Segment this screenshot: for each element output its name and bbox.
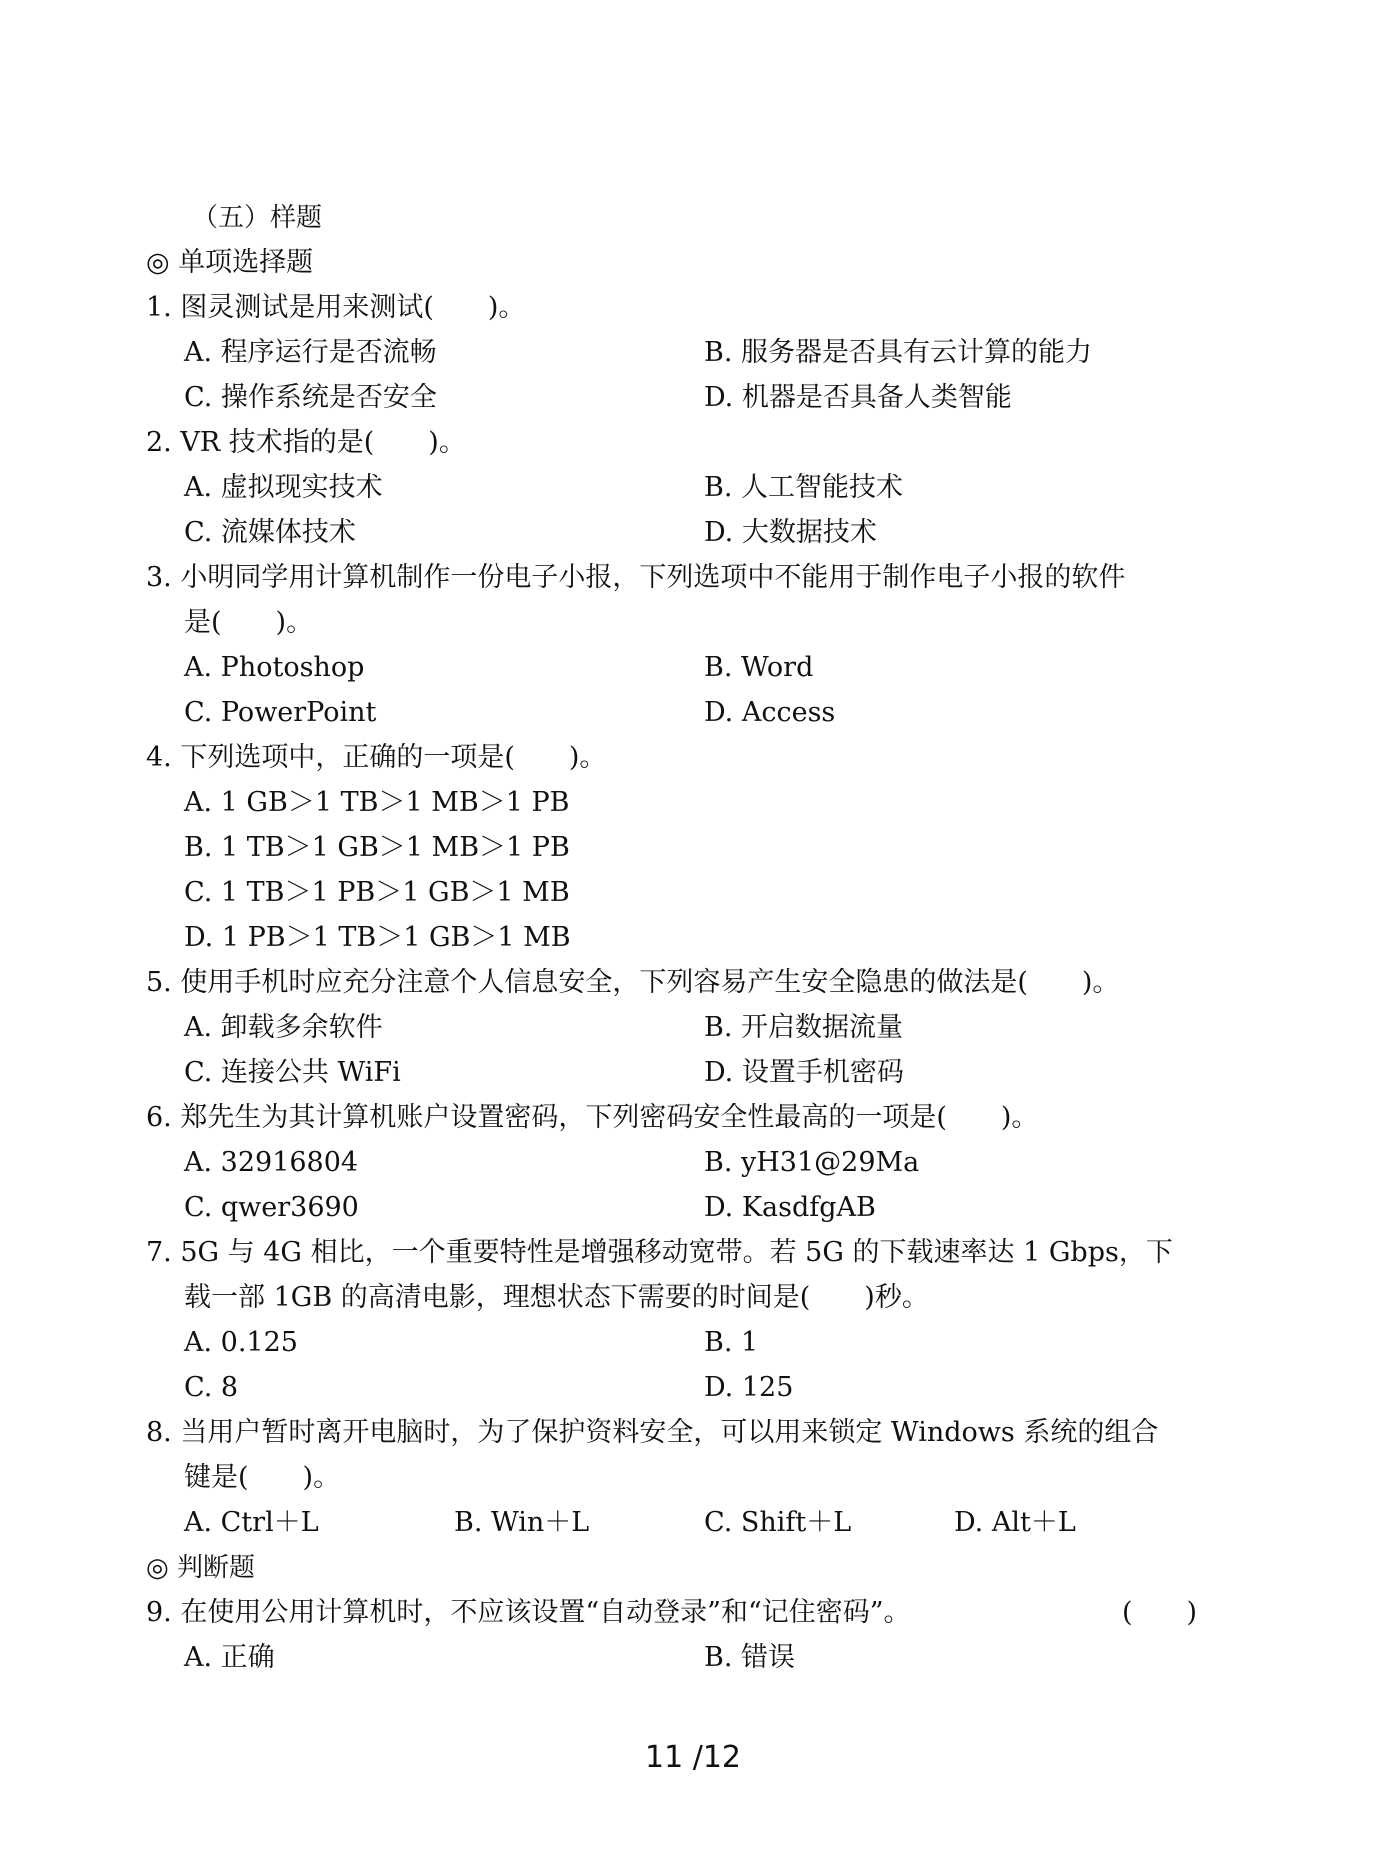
question-6-options-row-1 xyxy=(0,1141,1386,1185)
question-3-option-a: A. Photoshop xyxy=(184,652,365,683)
question-4-option-c: C. 1 TB＞1 PB＞1 GB＞1 MB xyxy=(184,877,570,908)
question-4-option-a: A. 1 GB＞1 TB＞1 MB＞1 PB xyxy=(184,787,570,818)
question-9-stem: 9. 在使用公用计算机时，不应该设置“自动登录”和“记住密码”。 ( ) xyxy=(0,1591,1386,1635)
question-3-options-row-2 xyxy=(0,691,1386,735)
question-9-answer-blank: ( ) xyxy=(1122,1597,1198,1628)
question-2-options-row-1 xyxy=(0,466,1386,510)
question-7-stem-continued: 载一部 1GB 的高清电影，理想状态下需要的时间是( )秒。 xyxy=(184,1282,929,1313)
question-1-stem: 1. 图灵测试是用来测试( )。 xyxy=(146,292,526,323)
question-4-option-b: B. 1 TB＞1 GB＞1 MB＞1 PB xyxy=(184,832,570,863)
question-3-stem: 3. 小明同学用计算机制作一份电子小报，下列选项中不能用于制作电子小报的软件 xyxy=(146,562,1126,593)
question-1-option-a: A. 程序运行是否流畅 xyxy=(184,337,437,368)
section-heading-line xyxy=(0,196,1386,240)
question-7-option-d: D. 125 xyxy=(704,1372,794,1403)
question-6-stem: 6. 郑先生为其计算机账户设置密码，下列密码安全性最高的一项是( )。 xyxy=(146,1102,1039,1133)
question-8-options-row xyxy=(0,1501,1386,1545)
section-heading: （五）样题 xyxy=(192,203,323,233)
question-1-option-b: B. 服务器是否具有云计算的能力 xyxy=(704,337,1093,368)
judgment-heading: ◎ 判断题 xyxy=(146,1553,255,1583)
question-6-option-c: C. qwer3690 xyxy=(184,1192,359,1223)
question-5-options-row-2 xyxy=(0,1051,1386,1095)
question-5-option-a: A. 卸载多余软件 xyxy=(184,1012,383,1043)
question-3-options-row-1 xyxy=(0,646,1386,690)
judgment-heading-line xyxy=(0,1546,1386,1590)
question-6-options-row-2 xyxy=(0,1186,1386,1230)
question-8-stem: 8. 当用户暂时离开电脑时，为了保护资料安全，可以用来锁定 Windows 系统的组合 xyxy=(146,1417,1159,1448)
question-7-option-b: B. 1 xyxy=(704,1327,759,1358)
question-5-option-b: B. 开启数据流量 xyxy=(704,1012,904,1043)
question-8-stem-continued: 键是( )。 xyxy=(184,1462,341,1493)
single-choice-heading: ◎ 单项选择题 xyxy=(146,247,314,278)
question-7-option-a: A. 0.125 xyxy=(184,1327,298,1358)
question-2-option-c: C. 流媒体技术 xyxy=(184,517,356,548)
question-5-option-c: C. 连接公共 WiFi xyxy=(184,1057,401,1088)
question-9-option-a: A. 正确 xyxy=(184,1642,275,1673)
question-1-option-d: D. 机器是否具备人类智能 xyxy=(704,382,1012,413)
question-8-option-c: C. Shift＋L xyxy=(704,1507,852,1538)
question-8-option-d: D. Alt＋L xyxy=(954,1507,1076,1538)
question-1-options-row-1 xyxy=(0,331,1386,375)
question-8-option-a: A. Ctrl＋L xyxy=(184,1507,319,1538)
question-7-options-row-1 xyxy=(0,1321,1386,1365)
question-1-option-c: C. 操作系统是否安全 xyxy=(184,382,437,413)
question-9-options-row xyxy=(0,1636,1386,1680)
question-5-stem: 5. 使用手机时应充分注意个人信息安全，下列容易产生安全隐患的做法是( )。 xyxy=(146,967,1120,998)
question-8-option-b: B. Win＋L xyxy=(454,1507,590,1538)
question-5-options-row-1 xyxy=(0,1006,1386,1050)
page-number: 11 /12 xyxy=(645,1740,741,1775)
question-6-option-d: D. KasdfgAB xyxy=(704,1192,876,1223)
question-4-stem: 4. 下列选项中，正确的一项是( )。 xyxy=(146,742,607,773)
question-2-stem: 2. VR 技术指的是( )。 xyxy=(146,427,466,458)
question-1-options-row-2 xyxy=(0,376,1386,420)
question-2-options-row-2 xyxy=(0,511,1386,555)
question-3-stem-continued: 是( )。 xyxy=(184,607,314,638)
question-9-option-b: B. 错误 xyxy=(704,1642,796,1673)
question-2-option-d: D. 大数据技术 xyxy=(704,517,877,548)
question-6-option-b: B. yH31@29Ma xyxy=(704,1147,920,1178)
question-4-option-d: D. 1 PB＞1 TB＞1 GB＞1 MB xyxy=(184,922,571,953)
question-3-option-d: D. Access xyxy=(704,697,836,728)
question-7-stem: 7. 5G 与 4G 相比，一个重要特性是增强移动宽带。若 5G 的下载速率达 1 Gbps，下 xyxy=(146,1237,1173,1268)
question-6-option-a: A. 32916804 xyxy=(184,1147,359,1178)
single-choice-heading-line xyxy=(0,241,1386,285)
question-7-options-row-2 xyxy=(0,1366,1386,1410)
question-5-option-d: D. 设置手机密码 xyxy=(704,1057,904,1088)
question-2-option-a: A. 虚拟现实技术 xyxy=(184,472,383,503)
question-2-option-b: B. 人工智能技术 xyxy=(704,472,904,503)
question-3-option-c: C. PowerPoint xyxy=(184,697,377,728)
question-3-option-b: B. Word xyxy=(704,652,814,683)
question-7-option-c: C. 8 xyxy=(184,1372,239,1403)
